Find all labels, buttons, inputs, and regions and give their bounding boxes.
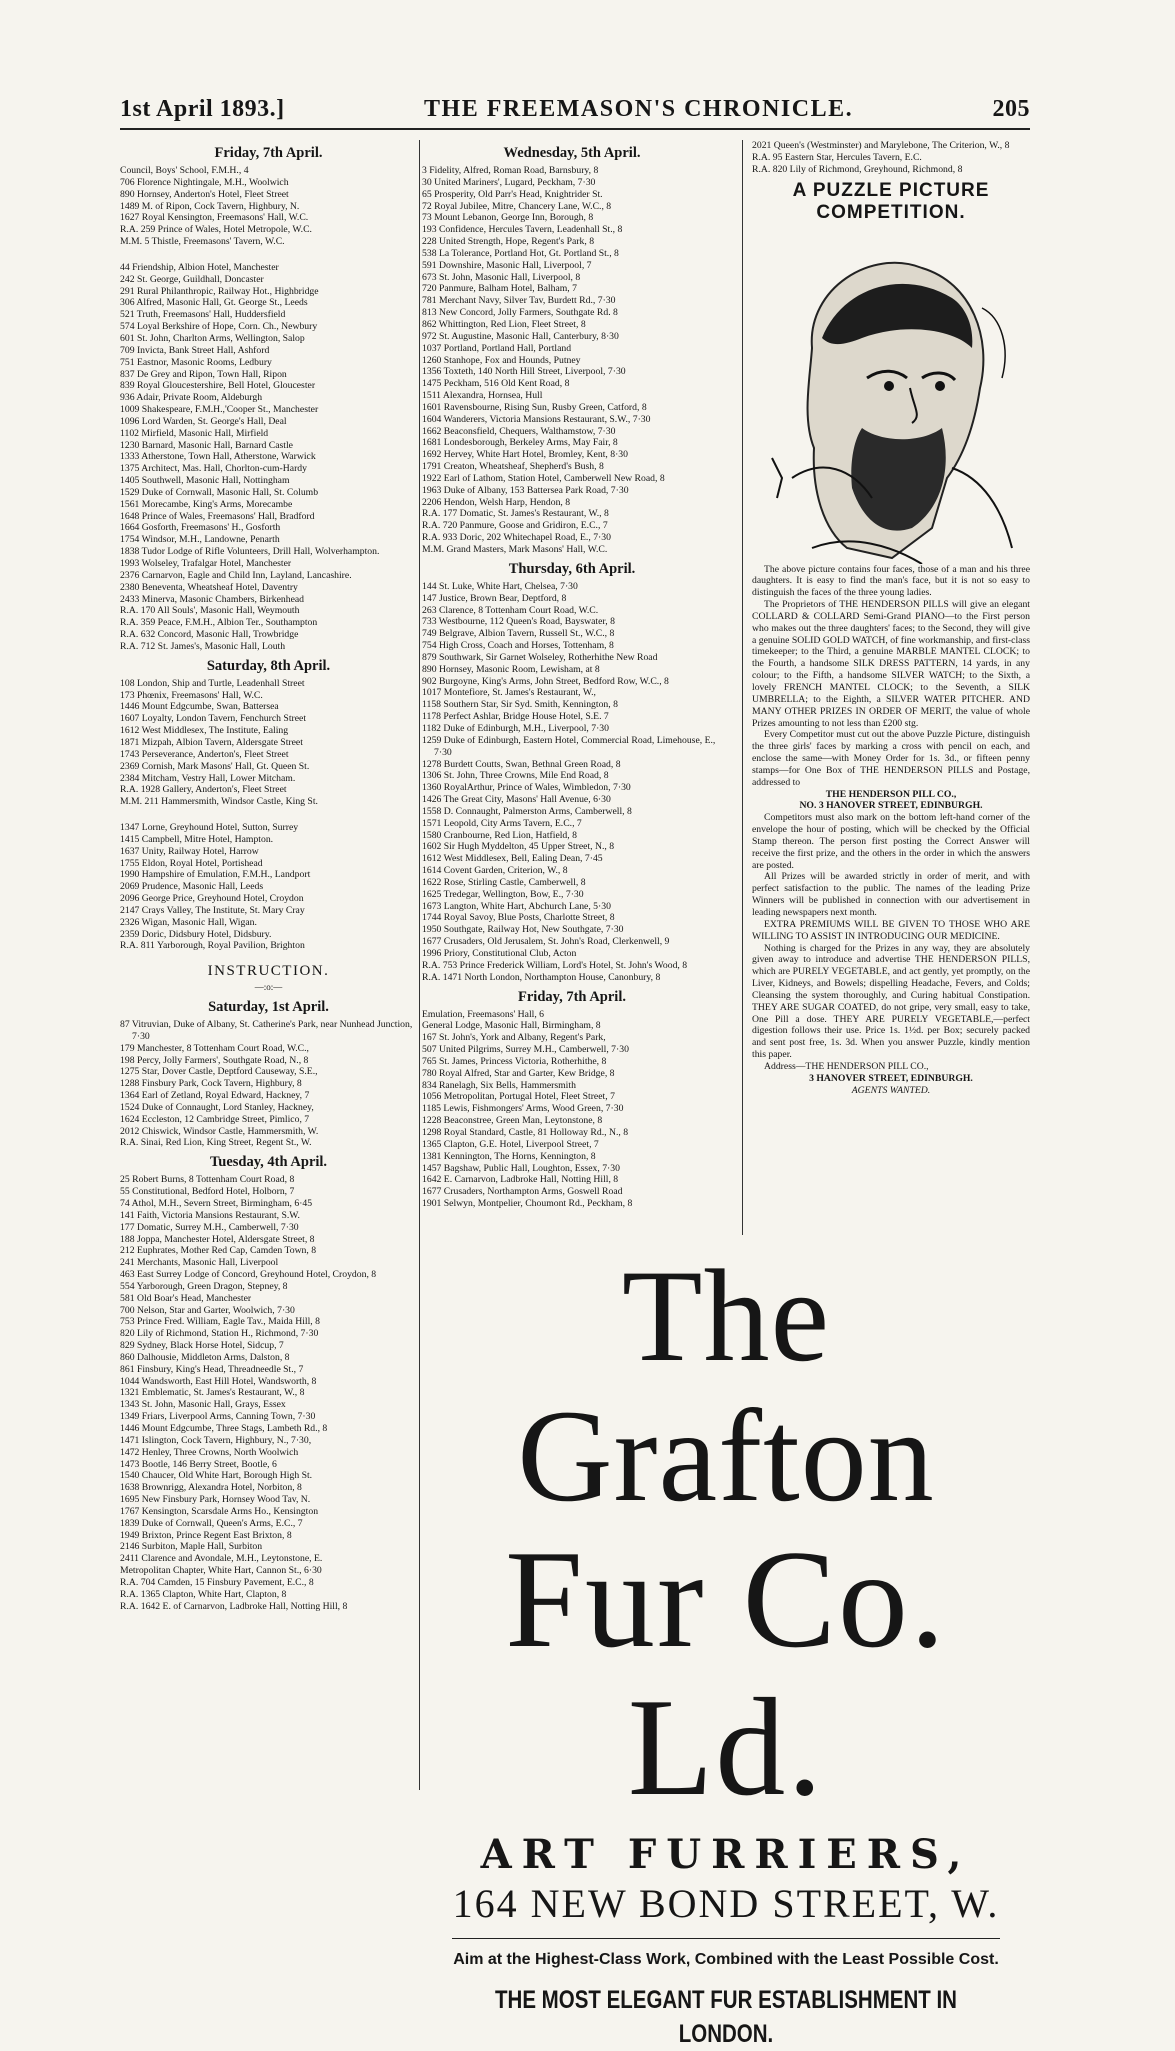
- lodge-entry: 1260 Stanhope, Fox and Hounds, Putney: [422, 354, 581, 366]
- lodge-entry: 1901 Selwyn, Montpelier, Choumont Rd., Peckham, 8: [422, 1198, 633, 1210]
- lodge-entry: 1662 Beaconsfield, Chequers, Walthamstow, 7·30: [422, 425, 616, 437]
- puzzle-paragraph: Nothing is charged for the Prizes in any way, they are absolutely given away to introduce and advertise THE HENDERSON PILLS, which are PURELY VEGETABLE, and act gently, yet promptly, on the Liver, Kidneys, and Bowels; dispelling Headache, Fevers, and Colds; Cleansing the system thoroughly, and Curing habitual Constipation. THEY ARE SUGAR COATED, do not gripe, very small, easy to take, One Pill a dose. THEY ARE PURELY VEGETABLE,—perfect digestion follows their use. Price 1s. 1½d. per Box; securely packed and sent post free, 1s. 3d. When you answer Puzzle, kindly mention this paper.: [752, 942, 1030, 1061]
- ad-subheading: ART FURRIERS,: [480, 1831, 972, 1878]
- lodge-entry: 1648 Prince of Wales, Freemasons' Hall, Bradford: [120, 510, 315, 522]
- lodge-entry: 2206 Hendon, Welsh Harp, Hendon, 8: [422, 496, 571, 508]
- lodge-entry: 1677 Crusaders, Old Jerusalem, St. John's Road, Clerkenwell, 9: [422, 936, 670, 948]
- lodge-entry: 1472 Henley, Three Crowns, North Woolwich: [120, 1446, 299, 1458]
- lodge-entry: 1426 The Great City, Masons' Hall Avenue, 6·30: [422, 794, 611, 806]
- ad-headline: Fur Co. Ld.: [505, 1522, 947, 1825]
- lodge-entry: 749 Belgrave, Albion Tavern, Russell St., W.C., 8: [422, 628, 615, 640]
- lodge-entry: 73 Mount Lebanon, George Inn, Borough, 8: [422, 212, 594, 224]
- lodge-entry: 2326 Wigan, Masonic Hall, Wigan.: [120, 916, 257, 928]
- lodge-entry: 1009 Shakespeare, F.M.H.,'Cooper St., Manchester: [120, 404, 319, 416]
- lodge-entry: 1364 Earl of Zetland, Royal Edward, Hackney, 7: [120, 1090, 310, 1102]
- lodge-entry: Council, Boys' School, F.M.H., 4: [120, 165, 249, 176]
- lodge-entry: 1637 Unity, Railway Hotel, Harrow: [120, 845, 259, 857]
- lodge-entry: 673 St. John, Masonic Hall, Liverpool, 8: [422, 271, 581, 283]
- lodge-entry: 861 Finsbury, King's Head, Threadneedle St., 7: [120, 1363, 304, 1375]
- lodge-entry: 1333 Atherstone, Town Hall, Atherstone, Warwick: [120, 451, 316, 463]
- lodge-entry: 820 Lily of Richmond, Station H., Richmond, 7·30: [120, 1328, 319, 1340]
- lodge-list: [422, 581, 722, 984]
- lodge-entry: 862 Whittington, Red Lion, Fleet Street, 8: [422, 318, 586, 330]
- column-divider-right: [742, 140, 743, 1235]
- lodge-entry: 2096 George Price, Greyhound Hotel, Croydon: [120, 893, 304, 905]
- lodge-entry: 1922 Earl of Lathom, Station Hotel, Camberwell New Road, 8: [422, 472, 665, 484]
- ad-address: 164 NEW BOND STREET, W.: [452, 1881, 1000, 1926]
- lodge-entry: 521 Truth, Freemasons' Hall, Huddersfield: [120, 309, 286, 321]
- section-heading: Thursday, 6th April.: [508, 560, 636, 577]
- lodge-entry: 1182 Duke of Edinburgh, M.H., Liverpool, 7·30: [422, 722, 609, 734]
- lodge-entry: 1767 Kensington, Scarsdale Arms Ho., Kensington: [120, 1505, 319, 1517]
- grafton-fur-advertisement: [422, 1242, 1030, 2048]
- lodge-list: [422, 1009, 722, 1210]
- lodge-entry: R.A. 170 All Souls', Masonic Hall, Weymouth: [120, 605, 300, 617]
- lodge-entry: R.A. 632 Concord, Masonic Hall, Trowbridge: [120, 629, 299, 641]
- lodge-entry: 1695 New Finsbury Park, Hornsey Wood Tav, N.: [120, 1494, 311, 1506]
- lodge-entry: 228 United Strength, Hope, Regent's Park, 8: [422, 236, 595, 248]
- lodge-entry: 1949 Brixton, Prince Regent East Brixton, 8: [120, 1529, 292, 1541]
- lodge-entry: 1365 Clapton, G.E. Hotel, Liverpool Street, 7: [422, 1138, 599, 1150]
- lodge-entry: 1625 Tredegar, Wellington, Bow, E., 7·30: [422, 888, 584, 900]
- lodge-entry: 1993 Wolseley, Trafalgar Hotel, Manchester: [120, 558, 292, 569]
- lodge-entry: R.A. 712 St. James's, Masonic Hall, Louth: [120, 640, 286, 652]
- lodge-entry: 1990 Hampshire of Emulation, F.M.H., Landport: [120, 869, 311, 881]
- lodge-entry: R.A. 720 Panmure, Goose and Gridiron, E.C., 7: [422, 520, 608, 532]
- lodge-entry: R.A. Sinai, Red Lion, King Street, Regent St., W.: [120, 1137, 312, 1149]
- lodge-entry: 1664 Gosforth, Freemasons' H., Gosforth: [120, 522, 281, 534]
- lodge-entry: 1677 Crusaders, Northampton Arms, Goswell Road: [422, 1186, 623, 1198]
- lodge-entry: 829 Sydney, Black Horse Hotel, Sidcup, 7: [120, 1340, 284, 1352]
- ad-rule: [452, 1938, 1000, 1939]
- puzzle-picture-illustration: [752, 228, 1030, 564]
- lodge-entry: 1230 Barnard, Masonic Hall, Barnard Castle: [120, 439, 293, 451]
- lodge-entry: 1791 Creaton, Wheatsheaf, Shepherd's Bush, 8: [422, 461, 604, 473]
- lodge-entry: 1037 Portland, Portland Hall, Portland: [422, 342, 572, 354]
- lodge-list: [120, 1019, 417, 1149]
- lodge-entry: 188 Joppa, Manchester Hotel, Aldersgate Street, 8: [120, 1233, 315, 1245]
- lodge-entry: R.A. 95 Eastern Star, Hercules Tavern, E.C.: [752, 151, 922, 163]
- lodge-entry: 1306 St. John, Three Crowns, Mile End Road, 8: [422, 770, 609, 782]
- lodge-entry: 1017 Montefiore, St. James's Restaurant, W.,: [422, 687, 596, 699]
- lodge-entry: 720 Panmure, Balham Hotel, Balham, 7: [422, 283, 577, 295]
- lodge-entry: 1360 RoyalArthur, Prince of Wales, Wimbledon, 7·30: [422, 782, 631, 794]
- lodge-entry: 1349 Friars, Liverpool Arms, Canning Town, 7·30: [120, 1411, 316, 1423]
- lodge-entry: 1602 Sir Hugh Myddelton, 45 Upper Street, N., 8: [422, 841, 615, 853]
- lodge-entry: 1446 Mount Edgcumbe, Three Stags, Lambeth Rd., 8: [120, 1423, 328, 1434]
- lodge-entry: 1375 Architect, Mas. Hall, Chorlton-cum-Hardy: [120, 463, 307, 475]
- lodge-entry: 1259 Duke of Edinburgh, Eastern Hotel, Commercial Road, Limehouse, E., 7·30: [422, 734, 716, 758]
- lodge-entry: 198 Percy, Jolly Farmers', Southgate Road, N., 8: [120, 1054, 309, 1066]
- lodge-entry: 860 Dalhousie, Middleton Arms, Dalston, 8: [120, 1351, 290, 1363]
- page-header: [120, 92, 1030, 126]
- lodge-entry: 1228 Beaconstree, Green Man, Leytonstone, 8: [422, 1115, 603, 1127]
- lodge-entry: 1950 Southgate, Railway Hot, New Southgate, 7·30: [422, 924, 624, 936]
- lodge-entry: 700 Nelson, Star and Garter, Woolwich, 7·30: [120, 1304, 295, 1316]
- section-heading: Friday, 7th April.: [518, 988, 626, 1005]
- column-left: [120, 140, 417, 1790]
- lodge-entry: 890 Hornsey, Anderton's Hotel, Fleet Street: [120, 188, 289, 200]
- lodge-entry: 1278 Burdett Coutts, Swan, Bethnal Green Road, 8: [422, 758, 621, 770]
- lodge-entry: 2376 Carnarvon, Eagle and Child Inn, Layland, Lancashire.: [120, 569, 352, 581]
- lodge-entry: 1473 Bootle, 146 Berry Street, Bootle, 6: [120, 1458, 277, 1470]
- lodge-entry: 1871 Mizpah, Albion Tavern, Aldersgate Street: [120, 736, 303, 748]
- lodge-entry: 44 Friendship, Albion Hotel, Manchester: [120, 261, 279, 273]
- lodge-entry: 936 Adair, Private Room, Aldeburgh: [120, 392, 263, 404]
- lodge-entry: 2021 Queen's (Westminster) and Marylebone, The Criterion, W., 8: [752, 140, 1010, 151]
- lodge-entry: 601 St. John, Charlton Arms, Wellington, Salop: [120, 332, 305, 344]
- lodge-entry: R.A. 753 Prince Frederick William, Lord's Hotel, St. John's Wood, 8: [422, 959, 688, 971]
- lodge-entry: 754 High Cross, Coach and Horses, Tottenham, 8: [422, 640, 614, 652]
- lodge-entry: 1601 Ravensbourne, Rising Sun, Rusby Green, Catford, 8: [422, 401, 647, 413]
- puzzle-paragraph: Competitors must also mark on the bottom left-hand corner of the envelope the hour of posting, which will be checked by the Official Stamp thereon. The person first posting the Correct Answer will receive the first prize, and the others in the order in which the answers are posted.: [752, 812, 1030, 871]
- lodge-entry: 781 Merchant Navy, Silver Tav, Burdett Rd., 7·30: [422, 295, 616, 307]
- lodge-entry: 1056 Metropolitan, Portugal Hotel, Fleet Street, 7: [422, 1091, 615, 1103]
- lodge-entry: 141 Faith, Victoria Mansions Restaurant, S.W.: [120, 1209, 300, 1221]
- lodge-entry: 2147 Crays Valley, The Institute, St. Mary Cray: [120, 904, 305, 916]
- lodge-entry: 2146 Surbiton, Maple Hall, Surbiton: [120, 1541, 263, 1553]
- lodge-entry: Emulation, Freemasons' Hall, 6: [422, 1008, 545, 1020]
- column-middle: [422, 140, 722, 1235]
- lodge-entry: 2411 Clarence and Avondale, M.H., Leytonstone, E.: [120, 1553, 323, 1565]
- lodge-entry: 1343 St. John, Masonic Hall, Grays, Essex: [120, 1399, 286, 1411]
- lodge-entry: 212 Euphrates, Mother Red Cap, Camden Town, 8: [120, 1245, 317, 1257]
- lodge-entry: 1185 Lewis, Fishmongers' Arms, Wood Green, 7·30: [422, 1103, 624, 1115]
- lodge-entry: 1692 Hervey, White Hart Hotel, Bromley, Kent, 8·30: [422, 449, 628, 461]
- lodge-entry: R.A. 359 Peace, F.M.H., Albion Ter., Southampton: [120, 617, 318, 629]
- lodge-list: [422, 165, 722, 556]
- lodge-entry: 1624 Eccleston, 12 Cambridge Street, Pimlico, 7: [120, 1113, 310, 1125]
- ad-headline: The Grafton: [517, 1242, 935, 1529]
- section-heading: Saturday, 1st April.: [208, 999, 329, 1015]
- lodge-entry: 87 Vitruvian, Duke of Albany, St. Catherine's Park, near Nunhead Junction, 7·30: [120, 1019, 413, 1042]
- lodge-entry: 2069 Prudence, Masonic Hall, Leeds: [120, 881, 264, 893]
- lodge-entry: 1540 Chaucer, Old White Hart, Borough High St.: [120, 1470, 313, 1482]
- lodge-entry: R.A. 259 Prince of Wales, Hotel Metropole, W.C.: [120, 224, 312, 236]
- lodge-entry: 1096 Lord Warden, St. George's Hall, Deal: [120, 415, 287, 427]
- lodge-entry: 30 United Mariners', Lugard, Peckham, 7·30: [422, 176, 596, 188]
- lodge-entry: 879 Southwark, Sir Garnet Wolseley, Rotherhithe New Road: [422, 651, 658, 663]
- lodge-entry: 574 Loyal Berkshire of Hope, Corn. Ch., Newbury: [120, 321, 318, 333]
- lodge-entry: 1405 Southwell, Masonic Hall, Nottingham: [120, 475, 290, 487]
- lodge-entry: 1288 Finsbury Park, Cock Tavern, Highbury, 8: [120, 1078, 302, 1090]
- lodge-entry: 65 Prosperity, Old Parr's Head, Knightrider St.: [422, 188, 603, 200]
- lodge-entry: 834 Ranelagh, Six Bells, Hammersmith: [422, 1079, 576, 1091]
- lodge-entry: R.A. 704 Camden, 15 Finsbury Pavement, E.C., 8: [120, 1576, 314, 1588]
- puzzle-paragraph: EXTRA PREMIUMS WILL BE GIVEN TO THOSE WHO ARE WILLING TO ASSIST IN INTRODUCING OUR MEDICINE.: [752, 918, 1030, 942]
- lodge-entry: 1996 Priory, Constitutional Club, Acton: [422, 948, 577, 959]
- lodge-entry: R.A. 1642 E. of Carnarvon, Ladbroke Hall, Notting Hill, 8: [120, 1600, 348, 1612]
- lodge-entry: 554 Yarborough, Green Dragon, Stepney, 8: [120, 1280, 288, 1292]
- lodge-entry: R.A. 1928 Gallery, Anderton's, Fleet Street: [120, 784, 287, 796]
- lodge-list: [752, 140, 1030, 176]
- ad-tagline: Aim at the Highest-Class Work, Combined with the Least Possible Cost.: [453, 1951, 999, 1968]
- publication-title: THE FREEMASON'S CHRONICLE.: [424, 95, 854, 122]
- lodge-entry: 3 Fidelity, Alfred, Roman Road, Barnsbury, 8: [422, 165, 599, 176]
- puzzle-paragraph: The Proprietors of THE HENDERSON PILLS will give an elegant COLLARD & COLLARD Semi-Grand PIANO—to the First person who makes out the three daughters' faces; to the Second, they will give a genuine SOLID GOLD WATCH, of fine workmanship, and first-class timekeeper; to the Third, a genuine MARBLE MANTEL CLOCK; to the Fourth, a handsome SILK DRESS PATTERN, 14 yards, in any colour; to the Fifth, a handsome SILVER WATCH; to the Sixth, a lovely FRENCH MANTEL CLOCK; to the Seventh, a SILK UMBRELLA; to the Eighth, a SILVER WATER PITCHER. AND MANY OTHER PRIZES IN ORDER OF MERIT, the value of whole Prizes amounting to not less than £200 stg.: [752, 599, 1030, 729]
- lodge-entry: 1044 Wandsworth, East Hill Hotel, Wandsworth, 8: [120, 1375, 317, 1387]
- column-divider-left: [419, 140, 420, 1790]
- instruction-heading: INSTRUCTION.: [207, 963, 330, 980]
- lodge-entry: 753 Prince Fred. William, Eagle Tav., Maida Hill, 8: [120, 1316, 320, 1328]
- lodge-entry: 1381 Kennington, The Horns, Kennington, 8: [422, 1150, 596, 1162]
- lodge-entry: 242 St. George, Guildhall, Doncaster: [120, 273, 264, 285]
- issue-date: 1st April 1893.]: [120, 95, 285, 122]
- lodge-entry: 902 Burgoyne, King's Arms, John Street, Bedford Row, W.C., 8: [422, 675, 669, 687]
- lodge-entry: 1612 West Middlesex, Bell, Ealing Dean, 7·45: [422, 853, 603, 865]
- lodge-entry: 1571 Leopold, City Arms Tavern, E.C., 7: [422, 817, 582, 829]
- lodge-entry: 1298 Royal Standard, Castle, 81 Holloway Rd., N., 8: [422, 1126, 629, 1138]
- lodge-entry: 2380 Beneventa, Wheatsheaf Hotel, Daventry: [120, 581, 298, 593]
- lodge-entry: 263 Clarence, 8 Tottenham Court Road, W.C.: [422, 604, 599, 616]
- lodge-entry: 463 East Surrey Lodge of Concord, Greyhound Hotel, Croydon, 8: [120, 1269, 377, 1281]
- lodge-entry: 1275 Star, Dover Castle, Deptford Causeway, S.E.,: [120, 1066, 318, 1078]
- page-number: 205: [992, 95, 1030, 122]
- lodge-entry: 813 New Concord, Jolly Farmers, Southgate Rd. 8: [422, 307, 618, 319]
- lodge-entry: R.A. 933 Doric, 202 Whitechapel Road, E., 7·30: [422, 532, 611, 544]
- section-heading: Saturday, 8th April.: [206, 657, 331, 674]
- section-heading: Friday, 7th April.: [214, 145, 323, 161]
- lodge-entry: 1158 Southern Star, Sir Syd. Smith, Kennington, 8: [422, 699, 618, 711]
- lodge-entry: 1471 Islington, Cock Tavern, Highbury, N., 7·30,: [120, 1434, 312, 1446]
- lodge-entry: 1612 West Middlesex, The Institute, Ealing: [120, 725, 289, 737]
- lodge-entry: M.M. Grand Masters, Mark Masons' Hall, W.C.: [422, 544, 608, 555]
- address-line: 3 HANOVER STREET, EDINBURGH.: [809, 1072, 973, 1084]
- lodge-entry: 839 Royal Gloucestershire, Bell Hotel, Gloucester: [120, 380, 316, 392]
- lodge-entry: R.A. 1365 Clapton, White Hart, Clapton, 8: [120, 1588, 287, 1600]
- lodge-entry: 1614 Covent Garden, Criterion, W., 8: [422, 865, 568, 877]
- lodge-entry: 1607 Loyalty, London Tavern, Fenchurch Street: [120, 713, 307, 725]
- lodge-entry: 306 Alfred, Masonic Hall, Gt. George St., Leeds: [120, 297, 308, 309]
- puzzle-paragraph: Every Competitor must cut out the above Puzzle Picture, distinguish the three girls' faces by marking a cross with pencil on each, and enclose the same—with Money Order for 1s. 3d., or fifteen penny stamps—for One Box of THE HENDERSON PILLS and Postage, addressed to: [752, 729, 1030, 788]
- lodge-entry: 1457 Bagshaw, Public Hall, Loughton, Essex, 7·30: [422, 1162, 620, 1174]
- lodge-entry: M.M. 211 Hammersmith, Windsor Castle, King St.: [120, 796, 318, 808]
- lodge-entry: 2433 Minerva, Masonic Chambers, Birkenhead: [120, 593, 305, 605]
- lodge-entry: 2369 Cornish, Mark Masons' Hall, Gt. Queen St.: [120, 760, 310, 772]
- lodge-entry: R.A. 177 Domatic, St. James's Restaurant, W., 8: [422, 508, 609, 520]
- lodge-entry: 1681 Londesborough, Berkeley Arms, May Fair, 8: [422, 437, 618, 449]
- lodge-entry: 1622 Rose, Stirling Castle, Camberwell, 8: [422, 876, 586, 888]
- lodge-list: [120, 1174, 417, 1612]
- lodge-entry: 72 Royal Jubilee, Mitre, Chancery Lane, W.C., 8: [422, 200, 612, 212]
- lodge-entry: 538 La Tolerance, Portland Hot, Gt. Portland St., 8: [422, 247, 619, 259]
- lodge-entry: 1638 Brownrigg, Alexandra Hotel, Norbiton, 8: [120, 1482, 302, 1494]
- lodge-entry: 1642 E. Carnarvon, Ladbroke Hall, Notting Hill, 8: [422, 1174, 619, 1186]
- lodge-entry: 1489 M. of Ripon, Cock Tavern, Highbury, N.: [120, 200, 300, 212]
- lodge-entry: 581 Old Boar's Head, Manchester: [120, 1292, 252, 1304]
- lodge-entry: 1744 Royal Savoy, Blue Posts, Charlotte Street, 8: [422, 912, 615, 924]
- lodge-entry: 1558 D. Connaught, Palmerston Arms, Camberwell, 8: [422, 805, 632, 817]
- column-right: [752, 140, 1030, 1235]
- lodge-entry: 241 Merchants, Masonic Hall, Liverpool: [120, 1257, 279, 1269]
- lodge-entry: 780 Royal Alfred, Star and Garter, Kew Bridge, 8: [422, 1067, 615, 1079]
- lodge-entry: Metropolitan Chapter, White Hart, Cannon St., 6·30: [120, 1565, 322, 1577]
- address-line: THE HENDERSON PILL CO.,: [825, 788, 957, 800]
- lodge-entry: 1673 Langton, White Hart, Abchurch Lane, 5·30: [422, 900, 611, 912]
- lodge-entry: 890 Hornsey, Masonic Room, Lewisham, at 8: [422, 663, 600, 675]
- puzzle-paragraph: The above picture contains four faces, those of a man and his three daughters. It is easy to find the man's face, but it is not so easy to distinguish the faces of the three young ladies.: [752, 563, 1030, 599]
- lodge-entry: 706 Florence Nightingale, M.H., Woolwich: [120, 176, 289, 188]
- lodge-entry: M.M. 5 Thistle, Freemasons' Tavern, W.C.: [120, 236, 285, 248]
- lodge-entry: R.A. 811 Yarborough, Royal Pavilion, Brighton: [120, 940, 305, 952]
- lodge-list: [120, 165, 417, 653]
- lodge-entry: 1475 Peckham, 516 Old Kent Road, 8: [422, 378, 570, 390]
- lodge-entry: 74 Athol, M.H., Severn Street, Birmingham, 6·45: [120, 1197, 313, 1209]
- lodge-entry: 1347 Lorne, Greyhound Hotel, Sutton, Surrey: [120, 822, 299, 834]
- lodge-entry: 765 St. James, Princess Victoria, Rotherhithe, 8: [422, 1055, 607, 1067]
- lodge-entry: 1178 Perfect Ashlar, Bridge House Hotel, S.E. 7: [422, 711, 609, 723]
- lodge-entry: 1839 Duke of Cornwall, Queen's Arms, E.C., 7: [120, 1517, 303, 1529]
- puzzle-paragraph: All Prizes will be awarded strictly in order of merit, and with perfect satisfaction to the public. The names of the leading Prize Winners will be published in connection with our advertisement in leading newspapers next month.: [752, 871, 1030, 918]
- lodge-entry: 972 St. Augustine, Masonic Hall, Canterbury, 8·30: [422, 330, 619, 342]
- lodge-entry: 179 Manchester, 8 Tottenham Court Road, W.C.,: [120, 1042, 309, 1054]
- lodge-entry: 25 Robert Burns, 8 Tottenham Court Road, 8: [120, 1174, 295, 1186]
- lodge-entry: 108 London, Ship and Turtle, Leadenhall Street: [120, 677, 305, 689]
- lodge-entry: 1743 Perseverance, Anderton's, Fleet Street: [120, 748, 289, 760]
- lodge-entry: R.A. 820 Lily of Richmond, Greyhound, Richmond, 8: [752, 163, 963, 175]
- lodge-entry: 1580 Cranbourne, Red Lion, Hatfield, 8: [422, 829, 577, 841]
- ornament-divider: —:o:—: [254, 982, 283, 993]
- lodge-entry: 2384 Mitcham, Vestry Hall, Lower Mitcham.: [120, 772, 296, 784]
- lodge-entry: 1529 Duke of Cornwall, Masonic Hall, St. Columb: [120, 486, 319, 498]
- section-heading: Wednesday, 5th April.: [503, 145, 641, 161]
- lodge-entry: 147 Justice, Brown Bear, Deptford, 8: [422, 592, 567, 604]
- lodge-entry: 2012 Chiswick, Windsor Castle, Hammersmith, W.: [120, 1125, 319, 1137]
- list-spacer: [120, 808, 417, 822]
- lodge-entry: 2359 Doric, Didsbury Hotel, Didsbury.: [120, 928, 272, 940]
- lodge-entry: General Lodge, Masonic Hall, Birmingham, 8: [422, 1020, 601, 1032]
- lodge-entry: 55 Constitutional, Bedford Hotel, Holborn, 7: [120, 1186, 295, 1198]
- lodge-entry: 173 Phœnix, Freemasons' Hall, W.C.: [120, 689, 263, 701]
- lodge-entry: 144 St. Luke, White Hart, Chelsea, 7·30: [422, 580, 578, 592]
- ad-slogan: THE MOST ELEGANT FUR ESTABLISHMENT IN LONDON.: [494, 1986, 957, 2048]
- lodge-entry: 1524 Duke of Connaught, Lord Stanley, Hackney,: [120, 1101, 314, 1113]
- lodge-entry: 1963 Duke of Albany, 153 Battersea Park Road, 7·30: [422, 484, 629, 496]
- lodge-entry: 1604 Wanderers, Victoria Mansions Restaurant, S.W., 7·30: [422, 413, 651, 425]
- lodge-entry: 1446 Mount Edgcumbe, Swan, Battersea: [120, 701, 279, 713]
- lodge-entry: 193 Confidence, Hercules Tavern, Leadenhall St., 8: [422, 224, 623, 236]
- lodge-entry: 1755 Eldon, Royal Hotel, Portishead: [120, 857, 263, 869]
- lodge-entry: 1627 Royal Kensington, Freemasons' Hall, W.C.: [120, 212, 309, 224]
- address-line: NO. 3 HANOVER STREET, EDINBURGH.: [799, 800, 983, 812]
- lodge-entry: 837 De Grey and Ripon, Town Hall, Ripon: [120, 368, 287, 380]
- lodge-entry: 751 Eastnor, Masonic Rooms, Ledbury: [120, 356, 272, 368]
- lodge-entry: 709 Invicta, Bank Street Hall, Ashford: [120, 344, 270, 356]
- lodge-entry: R.A. 1471 North London, Northampton House, Canonbury, 8: [422, 971, 661, 983]
- lodge-entry: 591 Downshire, Masonic Hall, Liverpool, 7: [422, 259, 592, 271]
- section-heading: Tuesday, 4th April.: [209, 1154, 328, 1171]
- lodge-entry: 1102 Mirfield, Masonic Hall, Mirfield: [120, 427, 269, 439]
- lodge-entry: 1321 Emblematic, St. James's Restaurant, W., 8: [120, 1387, 305, 1399]
- lodge-entry: 177 Domatic, Surrey M.H., Camberwell, 7·30: [120, 1221, 299, 1233]
- lodge-entry: 1511 Alexandra, Hornsea, Hull: [422, 390, 543, 402]
- address-line: Address—THE HENDERSON PILL CO.,: [764, 1060, 929, 1072]
- lodge-entry: 291 Rural Philanthropic, Railway Hot., Highbridge: [120, 285, 319, 297]
- puzzle-title: A PUZZLE PICTURE COMPETITION.: [792, 179, 990, 223]
- lodge-entry: 1415 Campbell, Mitre Hotel, Hampton.: [120, 833, 274, 845]
- lodge-entry: 1754 Windsor, M.H., Landowne, Penarth: [120, 534, 280, 546]
- lodge-entry: 167 St. John's, York and Albany, Regent's Park,: [422, 1032, 606, 1044]
- list-spacer: [120, 248, 417, 262]
- lodge-entry: 1838 Tudor Lodge of Rifle Volunteers, Drill Hall, Wolverhampton.: [120, 546, 380, 558]
- lodge-entry: 733 Westbourne, 112 Queen's Road, Bayswater, 8: [422, 616, 615, 628]
- agents-wanted: AGENTS WANTED.: [851, 1084, 931, 1096]
- lodge-list: [120, 678, 417, 953]
- lodge-entry: 1356 Toxteth, 140 North Hill Street, Liverpool, 7·30: [422, 366, 626, 378]
- lodge-entry: 507 United Pilgrims, Surrey M.H., Camberwell, 7·30: [422, 1044, 629, 1056]
- header-rule: [120, 128, 1030, 130]
- lodge-entry: 1561 Morecambe, King's Arms, Morecambe: [120, 498, 293, 510]
